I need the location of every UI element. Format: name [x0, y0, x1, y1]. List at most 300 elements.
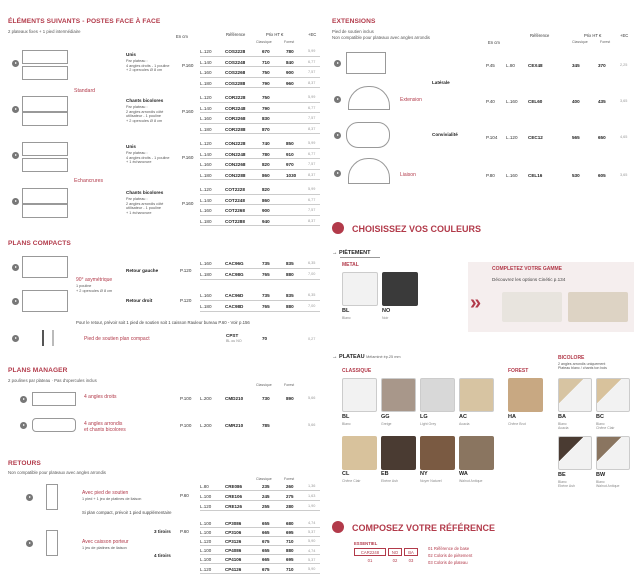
- cell-forest: 1030: [286, 172, 297, 178]
- retour-caisson-desc: 1 jeu de platines de liaison: [82, 546, 127, 550]
- swatch-cl[interactable]: [342, 436, 377, 470]
- cell-forest: 960: [286, 80, 294, 86]
- cell-ref: CON2288: [225, 172, 246, 178]
- cell-length: L.140: [200, 105, 212, 111]
- swatch-no[interactable]: [382, 272, 418, 306]
- ext-header-ref: Référence: [530, 33, 550, 38]
- cell-length: L.100: [200, 520, 212, 526]
- cell-length: L.160: [506, 173, 518, 178]
- table-row: [200, 258, 320, 269]
- header-prix: Prix HT €: [266, 32, 284, 37]
- compact-note: Pour le retour, prévoir soit 1 pied de soutien soit 1 caisson Rauleur bureau P.60 - Voir p.156: [76, 320, 250, 325]
- desk-thumb: [22, 66, 68, 80]
- manager-name: 4 angles droits: [84, 394, 117, 400]
- cell-length: L.160: [200, 70, 212, 75]
- swatch-ba[interactable]: [558, 378, 592, 412]
- cell-length: L.160: [200, 162, 212, 167]
- cell-classique: 235: [262, 483, 270, 489]
- cell-classique: 710: [262, 59, 270, 65]
- swatch-gg[interactable]: [381, 378, 416, 412]
- pied-label: Pied de soutien plan compact: [84, 336, 150, 342]
- cell-length: L.180: [200, 304, 212, 309]
- cell-classique: 655: [262, 548, 270, 554]
- cell-ref: COS2288: [225, 80, 246, 86]
- gamme-image-1: [502, 292, 562, 322]
- cell-ec: 8,37: [308, 218, 316, 223]
- retour-pied-thumb: [46, 484, 58, 510]
- cell-forest: 370: [598, 63, 606, 68]
- cell-forest: 695: [286, 557, 294, 563]
- group-desc: Par plateau : 2 angles arrondis côté utilisateur - 1 pouline + 2 opercules Ø 8 cm: [126, 105, 164, 123]
- manager-forest: Forest: [284, 383, 295, 387]
- swatch-name: Chêne Clair: [342, 479, 361, 483]
- cell-classique: 655: [262, 520, 270, 526]
- table-row: [200, 57, 320, 68]
- cell-length: L.180: [200, 218, 212, 224]
- cell-forest: 710: [286, 538, 294, 544]
- cell-ec: 7,57: [308, 162, 316, 167]
- retours-forest: Forest: [284, 477, 295, 481]
- cell-ec: 5,66: [308, 396, 316, 401]
- cell-depth: P.80: [486, 173, 495, 178]
- ext-thumb-extension: [348, 86, 390, 110]
- cell-ec: 5,99: [308, 187, 316, 192]
- cell-classique: 665: [262, 529, 270, 535]
- swatch-name: Noyer Naturel: [420, 479, 442, 483]
- cell-length: L.140: [200, 151, 212, 157]
- play-icon[interactable]: [12, 298, 19, 305]
- cell-ref: CON2248: [225, 151, 246, 157]
- cell-depth: P.104: [486, 135, 498, 140]
- ext-header-forest: Forest: [600, 40, 611, 44]
- cell-forest: 605: [598, 173, 606, 178]
- play-icon[interactable]: [334, 60, 341, 67]
- retour-caisson-thumb: [46, 530, 58, 556]
- cell-ec: 3,65: [620, 173, 628, 178]
- cell-ec: 1,90: [308, 504, 316, 508]
- table-row: [200, 501, 320, 511]
- elements-subtitle: 2 plateaux fixes + 1 pied intermédiaire: [8, 29, 81, 34]
- cell-forest: 280: [286, 503, 294, 509]
- cell-ec: 8,37: [308, 172, 316, 177]
- cell-forest: 840: [286, 59, 294, 65]
- cell-ec: 6,77: [308, 105, 316, 110]
- gamme-image-2: [568, 292, 628, 322]
- group-depth: P.160: [182, 109, 194, 114]
- cell-classique: 790: [262, 80, 270, 86]
- swatch-bl[interactable]: [342, 272, 378, 306]
- retour-caisson-p: P.60: [180, 529, 189, 534]
- cell-classique: 780: [262, 151, 270, 157]
- header-classique: Classique: [256, 40, 272, 44]
- swatch-name: Blanc Chêne Clair: [596, 422, 615, 430]
- cell-ec: 5,37: [308, 530, 316, 535]
- swatch-name: Blanc Ebène Ash: [558, 480, 575, 488]
- ext-header-classique: Classique: [572, 40, 588, 44]
- cell-ec: 7,57: [308, 70, 316, 75]
- group-desc: Par plateau : 4 angles droits - 1 pouline + 2 opercules Ø 8 cm: [126, 59, 170, 73]
- cell-ref: CON2228: [225, 141, 246, 146]
- desk-thumb: [22, 142, 68, 156]
- cell-classique: 665: [262, 557, 270, 563]
- swatch-name: Ebène Ash: [381, 479, 398, 483]
- swatch-code: BW: [596, 472, 606, 478]
- table-row: [200, 103, 320, 114]
- swatch-code: BE: [558, 472, 566, 478]
- swatch-name: Walnut Antique: [459, 479, 483, 483]
- cell-forest: 435: [598, 99, 606, 104]
- cell-length: L.180: [200, 80, 212, 86]
- cell-ec: 5,90: [308, 567, 316, 571]
- table-row: [200, 149, 320, 160]
- cell-ref: COS2248: [225, 59, 246, 65]
- header-encm: En cm: [176, 34, 188, 39]
- cell-forest: 260: [286, 483, 294, 489]
- swatch-name: Acacia: [459, 422, 470, 426]
- cell-length: L.160: [200, 293, 212, 298]
- cell-forest: 880: [286, 304, 294, 309]
- swatch-code: GG: [381, 414, 390, 420]
- cell-classique: 255: [262, 503, 270, 509]
- cell-ec: 5,66: [308, 423, 316, 428]
- cell-ref: CRE086: [225, 483, 243, 489]
- table-row: [200, 124, 320, 135]
- cell-classique: 750: [262, 70, 270, 75]
- bl-label: BL: [342, 308, 350, 314]
- asym-desc: 1 pouline + 2 opercules Ø 8 cm: [76, 284, 113, 293]
- ref-cell: CAR2248: [354, 548, 386, 556]
- desk-thumb: [22, 112, 68, 126]
- table-row: [200, 527, 320, 537]
- cell-classique: 345: [572, 63, 580, 68]
- cell-classique: 860: [262, 172, 270, 178]
- cell-length: L.180: [200, 272, 212, 277]
- cell-classique: 870: [262, 126, 270, 132]
- retours-sub: Non compatible pour plateaux avec angles arrondis: [8, 470, 106, 475]
- pietement-heading: → PIÈTEMENT: [332, 250, 371, 256]
- header-ref: Référence: [226, 32, 246, 37]
- cell-ref: CP4106: [225, 557, 242, 563]
- group-name: Chants bicolores: [126, 98, 164, 103]
- cell-ec: 5,99: [308, 95, 316, 100]
- cell-ec: 5,99: [308, 49, 316, 54]
- retour-note: Si plan compact, prévoir 1 pied supplémentaire: [82, 510, 172, 515]
- swatch-ha[interactable]: [508, 378, 543, 412]
- extensions-sub2: Non compatible pour plateaux avec angles arrondis: [332, 35, 430, 40]
- table-row: [200, 67, 320, 78]
- cell-length: L.140: [200, 59, 212, 65]
- compact-p-d: P.120: [180, 298, 192, 303]
- elements-title: ÉLÉMENTS SUIVANTS - POSTES FACE À FACE: [8, 18, 161, 25]
- cell-classique: 740: [262, 141, 270, 146]
- palette-icon: [332, 222, 344, 234]
- manager-sub: 2 poulines par plateau · Pas d'opercules inclus: [8, 378, 97, 383]
- swatch-code: AC: [459, 414, 467, 420]
- swatch-bc[interactable]: [596, 378, 630, 412]
- swatch-code: CL: [342, 471, 350, 477]
- cell-classique: 245: [262, 493, 270, 499]
- cell-ec: 6,77: [308, 197, 316, 202]
- cell-ref: CP4086: [225, 548, 242, 554]
- cell-forest: 900: [286, 70, 294, 75]
- cell-classique: 750: [262, 95, 270, 100]
- play-icon[interactable]: [12, 335, 19, 342]
- cell-ref: CRE126: [225, 503, 243, 509]
- cell-ref: CP3086: [225, 520, 242, 526]
- table-row: [200, 170, 320, 181]
- cell-classique: 830: [262, 116, 270, 121]
- cell-length: L.80: [200, 483, 209, 489]
- retour-caisson-label: Avec caisson porteur: [82, 539, 129, 545]
- no-label: NO: [382, 308, 391, 314]
- desk-thumb: [22, 96, 68, 112]
- play-icon[interactable]: [12, 152, 19, 159]
- cell-length: L.120: [200, 141, 212, 146]
- forest-label: FOREST: [508, 368, 529, 374]
- cell-ec: 5,90: [308, 539, 316, 544]
- retour-droit-label: Retour droit: [126, 298, 153, 303]
- retour-gauche-label: Retour gauche: [126, 268, 159, 273]
- swatch-code: WA: [459, 471, 468, 477]
- table-row: [200, 481, 320, 491]
- arrow-icon: →: [332, 250, 340, 256]
- cell-classique: 670: [262, 49, 270, 54]
- cell-ec: 7,57: [308, 116, 316, 121]
- cell-classique: 785: [262, 423, 270, 428]
- cell-forest: 970: [286, 162, 294, 167]
- desk-thumb: [22, 204, 68, 218]
- play-icon[interactable]: [26, 540, 33, 547]
- table-row: [200, 78, 320, 89]
- play-icon[interactable]: [12, 198, 19, 205]
- pied-ref2: BL ou NO: [226, 339, 242, 343]
- cell-ref: COS2228: [225, 49, 246, 54]
- play-icon[interactable]: [20, 396, 27, 403]
- table-row: [200, 138, 320, 149]
- desk-thumb: [22, 188, 68, 204]
- standard-label: Standard: [74, 88, 96, 94]
- compact-right-thumb: [22, 290, 68, 312]
- cell-ref: CEC12: [528, 135, 543, 140]
- cell-depth: P.100: [180, 423, 192, 428]
- cell-length: L.120: [200, 538, 212, 544]
- cell-ec: 4,74: [308, 548, 316, 553]
- cell-forest: 710: [286, 566, 294, 572]
- classique-label: CLASSIQUE: [342, 368, 372, 374]
- cell-ref: CMR210: [225, 423, 244, 428]
- cell-length: L.100: [200, 557, 212, 563]
- extensions-title: EXTENSIONS: [332, 18, 376, 25]
- cell-ec: 6,77: [308, 151, 316, 156]
- table-row: [200, 113, 320, 124]
- group-desc: Par plateau : 4 angles droits - 1 pouline + 1 échancrure: [126, 151, 170, 165]
- bl-sub: Blanc: [342, 316, 351, 320]
- reference-title: COMPOSEZ VOTRE RÉFÉRENCE: [352, 523, 496, 533]
- cell-length: L.80: [506, 63, 515, 68]
- retours-classique: Classique: [256, 477, 272, 481]
- play-icon[interactable]: [334, 170, 341, 177]
- cell-ec: 1,63: [308, 494, 316, 498]
- table-row: [200, 205, 320, 216]
- cell-ec: 3,65: [620, 99, 628, 104]
- cell-ref: COT2248: [225, 197, 245, 203]
- cell-forest: 680: [286, 520, 294, 526]
- extension-label: Extension: [400, 97, 422, 103]
- retour-pied-label: Avec pied de soutien: [82, 490, 129, 496]
- bicolore-label: BICOLORE: [558, 355, 585, 361]
- compacts-title: PLANS COMPACTS: [8, 240, 71, 247]
- cell-classique: 530: [572, 173, 580, 178]
- cell-length: L.160: [200, 208, 212, 213]
- table-row: [482, 170, 634, 181]
- cell-ref: CAC98D: [225, 304, 244, 309]
- swatch-bl[interactable]: [342, 378, 377, 412]
- retours-title: RETOURS: [8, 460, 41, 467]
- cell-ec: 1,36: [308, 484, 316, 488]
- cell-classique: 735: [262, 293, 270, 298]
- cell-length: L.120: [200, 95, 212, 100]
- ext-header-encm: En cm: [488, 40, 500, 45]
- cell-ec: 8,37: [308, 126, 316, 131]
- table-row: [482, 96, 634, 107]
- chevrons-icon: »: [470, 292, 482, 314]
- pied-ref: CPST: [226, 333, 239, 338]
- cell-forest: 835: [286, 293, 294, 298]
- swatch-ac[interactable]: [459, 378, 494, 412]
- table-row: [200, 564, 320, 574]
- ref-legend-item: 03 Coloris de plateau: [428, 560, 468, 565]
- cell-ref: CP3106: [225, 529, 242, 535]
- play-icon[interactable]: [26, 494, 33, 501]
- gamme-sub[interactable]: Découvrez les options Cinétic p.134: [492, 277, 566, 282]
- cell-ec: 5,37: [308, 557, 316, 562]
- cell-length: L.140: [200, 197, 212, 203]
- cell-length: L.160: [200, 116, 212, 121]
- swatch-name: Blanc Acacia: [558, 422, 569, 430]
- swatch-name: Greige: [381, 422, 392, 426]
- cell-classique: 765: [262, 272, 270, 277]
- pied-thumb: [42, 330, 54, 346]
- play-icon[interactable]: [12, 60, 19, 67]
- swatch-bw[interactable]: [596, 436, 630, 470]
- swatch-name: Blanc Walnut Antique: [596, 480, 620, 488]
- cell-length: L.100: [200, 529, 212, 535]
- cell-forest: 910: [286, 151, 294, 157]
- ref-num: 01: [367, 558, 373, 563]
- table-row: [200, 159, 320, 170]
- ref-num: 03: [408, 558, 414, 563]
- cell-length: L.120: [200, 187, 212, 192]
- swatch-ny[interactable]: [420, 436, 455, 470]
- metal-label: METAL: [342, 262, 359, 268]
- cell-ec: 4,74: [308, 521, 316, 525]
- cell-forest: 275: [286, 493, 294, 499]
- play-icon[interactable]: [334, 132, 341, 139]
- bicolore-sub: 2 angles arrondis uniquement Plateau blanc / chants ton bois: [558, 362, 607, 371]
- cell-forest: 650: [598, 135, 606, 140]
- play-icon[interactable]: [12, 264, 19, 271]
- cell-ref: COS2268: [225, 70, 246, 75]
- liaison-label: Liaison: [400, 172, 416, 178]
- cell-ref: CEL16: [528, 173, 543, 178]
- table-row: [200, 301, 320, 312]
- cell-classique: 675: [262, 566, 270, 572]
- cell-ref: CRE106: [225, 493, 243, 499]
- manager-classique: Classique: [256, 383, 272, 387]
- cell-length: L.160: [200, 261, 212, 266]
- cell-depth: P.45: [486, 63, 495, 68]
- cell-ref: COR2268: [225, 116, 246, 121]
- cell-length: L.180: [200, 172, 212, 178]
- cell-ref: CP4126: [225, 566, 242, 572]
- swatch-be[interactable]: [558, 436, 592, 470]
- cell-ec: 4,65: [620, 135, 628, 140]
- swatch-code: EB: [381, 471, 389, 477]
- extensions-sub1: Pied de soutien inclus: [332, 29, 374, 34]
- compact-p-g: P.120: [180, 268, 192, 273]
- cell-classique: 675: [262, 538, 270, 544]
- cell-classique: 820: [262, 162, 270, 167]
- table-row: [176, 393, 320, 404]
- group-depth: P.160: [182, 201, 194, 206]
- cell-ref: COR2228: [225, 95, 246, 100]
- cell-ec: 6,35: [308, 293, 316, 298]
- asym-label: 90° asymétrique: [76, 277, 113, 283]
- plateau-heading: → PLATEAU Mélaminé ép.25 mm: [332, 354, 401, 360]
- cell-classique: 820: [262, 187, 270, 192]
- play-icon[interactable]: [12, 106, 19, 113]
- header-ec: +EC: [308, 32, 317, 37]
- group-name: Chants bicolores: [126, 190, 164, 195]
- no-sub: Noir: [382, 316, 389, 320]
- play-icon[interactable]: [20, 422, 27, 429]
- table-row: [176, 420, 320, 431]
- cell-length: L.100: [200, 548, 212, 554]
- swatch-wa[interactable]: [459, 436, 494, 470]
- table-row: [200, 518, 320, 528]
- swatch-name: Chêne Brut: [508, 422, 526, 426]
- play-icon[interactable]: [334, 96, 341, 103]
- cell-length: L.200: [200, 423, 212, 428]
- cell-classique: 730: [262, 396, 270, 401]
- cell-forest: 835: [286, 261, 294, 266]
- tiroirs-4: 4 tiroirs: [154, 553, 171, 558]
- cell-ref: COT2268: [225, 208, 245, 213]
- compact-left-thumb: [22, 256, 68, 278]
- cell-ref: CEX48: [528, 63, 543, 68]
- ref-cell: NO: [388, 548, 402, 556]
- cell-classique: 565: [572, 135, 580, 140]
- swatch-lg[interactable]: [420, 378, 455, 412]
- swatch-eb[interactable]: [381, 436, 416, 470]
- cell-forest: 880: [286, 548, 294, 554]
- cell-length: L.160: [506, 99, 518, 104]
- cell-forest: 695: [286, 529, 294, 535]
- cell-ec: 6,35: [308, 261, 316, 266]
- cell-classique: 735: [262, 261, 270, 266]
- header-forest: Forest: [284, 40, 295, 44]
- cell-ec: 5,99: [308, 141, 316, 146]
- gamme-title: COMPLETEZ VOTRE GAMME: [492, 266, 562, 272]
- cell-ref: CP3126: [225, 538, 242, 544]
- ref-num: 02: [392, 558, 398, 563]
- table-row: [200, 491, 320, 501]
- group-name: Unis: [126, 52, 136, 57]
- manager-title: PLANS MANAGER: [8, 367, 68, 374]
- group-depth: P.160: [182, 155, 194, 160]
- cell-ec: 7,00: [308, 304, 316, 309]
- table-row: [200, 92, 320, 103]
